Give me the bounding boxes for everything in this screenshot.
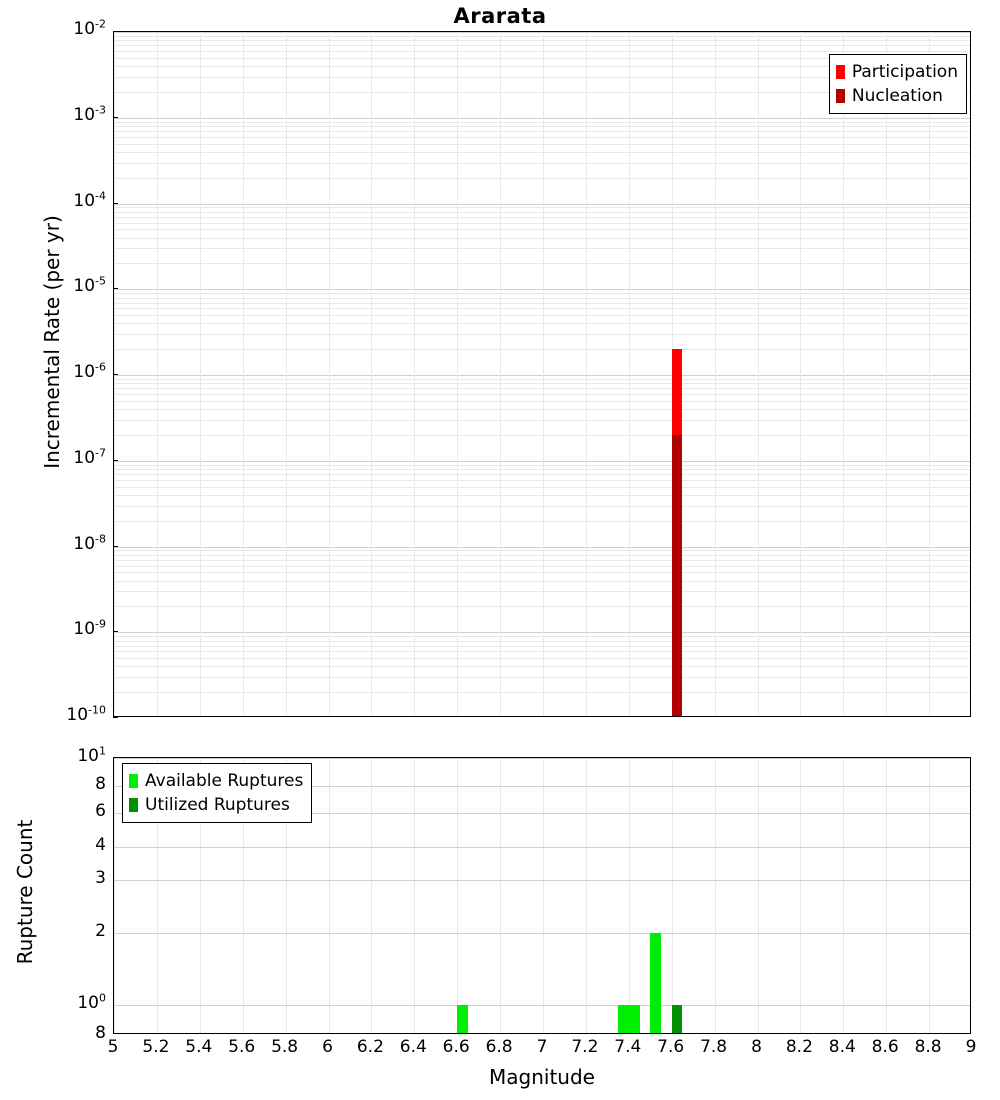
gridline [114, 1005, 970, 1006]
x-tick-label: 7.6 [657, 1037, 685, 1057]
y-tick-label: 6 [95, 801, 106, 822]
y-tick-label: $10^{-7}$ [73, 446, 106, 468]
gridline [629, 32, 630, 716]
y-tick-label: $10^{-3}$ [73, 103, 106, 125]
x-tick-label: 8 [751, 1037, 762, 1057]
x-tick-label: 8.6 [871, 1037, 899, 1057]
gridline [586, 758, 587, 1033]
x-tick-label: 8.8 [914, 1037, 942, 1057]
bar-available-ruptures [618, 1005, 629, 1034]
y-tick-label: $10^1$ [77, 744, 106, 766]
gridline [929, 758, 930, 1033]
y-tick-mark [113, 203, 118, 204]
x-tick-label: 8.2 [785, 1037, 813, 1057]
x-tick-label: 7.2 [571, 1037, 599, 1057]
gridline [715, 758, 716, 1033]
x-tick-label: 5.4 [185, 1037, 213, 1057]
y-tick-label: 8 [95, 773, 106, 794]
gridline [886, 32, 887, 716]
gridline [543, 758, 544, 1033]
bar-available-ruptures [629, 1005, 640, 1034]
gridline [457, 758, 458, 1033]
y-tick-mark [113, 31, 118, 32]
gridline [929, 32, 930, 716]
y-tick-label: 8 [95, 1023, 106, 1043]
x-tick-label: 5 [107, 1037, 119, 1057]
y-tick-label: $10^{-9}$ [73, 617, 106, 640]
gridline [758, 32, 759, 716]
legend-ruptures [122, 763, 312, 823]
gridline [543, 32, 544, 716]
bar-nucleation [672, 435, 683, 717]
rupture-count-plot [113, 757, 971, 1034]
gridline [758, 758, 759, 1033]
gridline [586, 32, 587, 716]
bar-available-ruptures [650, 933, 661, 1035]
gridline [286, 32, 287, 716]
gridline [800, 32, 801, 716]
gridline [414, 758, 415, 1033]
gridline [114, 758, 970, 759]
y-tick-label: $10^{-4}$ [73, 188, 106, 211]
x-tick-label: 5.2 [142, 1037, 170, 1057]
gridline [843, 32, 844, 716]
gridline [715, 32, 716, 716]
x-tick-label: 5.6 [228, 1037, 256, 1057]
gridline [114, 880, 970, 881]
legend-swatch [129, 774, 138, 788]
x-tick-label: 8.4 [828, 1037, 856, 1057]
x-tick-label: 5.8 [271, 1037, 299, 1057]
x-tick-label: 7 [536, 1037, 548, 1057]
gridline [414, 32, 415, 716]
x-tick-label: 6.4 [399, 1037, 427, 1057]
legend-label: Nucleation [851, 86, 943, 106]
gridline [114, 847, 970, 848]
x-tick-label: 6.2 [356, 1037, 384, 1057]
y-tick-label: 4 [95, 834, 106, 855]
x-tick-label: 7.8 [700, 1037, 728, 1057]
gridline [157, 32, 158, 716]
y-tick-label: 2 [95, 920, 106, 941]
gridline [886, 758, 887, 1033]
gridline [329, 758, 330, 1033]
legend-swatch [129, 798, 138, 812]
x-tick-label: 9 [965, 1037, 977, 1057]
x-tick-label: 7.4 [614, 1037, 642, 1057]
incremental-rate-plot [113, 31, 971, 717]
gridline [200, 32, 201, 716]
gridline [500, 32, 501, 716]
legend-item [836, 84, 958, 108]
y-tick-mark [113, 631, 118, 632]
y-tick-mark [113, 460, 118, 461]
legend-swatch [836, 65, 845, 79]
legend-label: Participation [851, 62, 958, 82]
y-tick-mark [113, 117, 118, 118]
gridline [800, 758, 801, 1033]
legend-label: Utilized Ruptures [145, 795, 290, 815]
gridline [371, 32, 372, 716]
bar-utilized-ruptures [672, 1005, 683, 1034]
y-tick-mark [113, 374, 118, 375]
legend-item [129, 793, 303, 817]
gridline [329, 32, 330, 716]
legend-label: Available Ruptures [145, 771, 304, 791]
y-tick-mark [113, 288, 118, 289]
x-axis-label: Magnitude [489, 1065, 595, 1089]
y-axis-label-bottom: Rupture Count [13, 819, 37, 965]
y-tick-label: $10^{-6}$ [73, 360, 106, 382]
gridline [371, 758, 372, 1033]
x-tick-label: 6.6 [442, 1037, 470, 1057]
page-title: Ararata [453, 4, 547, 28]
legend-swatch [836, 89, 845, 103]
gridline [243, 32, 244, 716]
bar-available-ruptures [457, 1005, 468, 1034]
gridline [843, 758, 844, 1033]
gridline [114, 933, 970, 934]
gridline [672, 758, 673, 1033]
y-tick-label: $10^0$ [77, 990, 106, 1013]
y-tick-mark [113, 546, 118, 547]
y-tick-label: $10^{-10}$ [66, 703, 106, 725]
gridline [629, 758, 630, 1033]
gridline [500, 758, 501, 1033]
legend-item [129, 769, 303, 793]
y-tick-label: $10^{-2}$ [73, 17, 106, 39]
gridline [457, 32, 458, 716]
y-tick-label: $10^{-5}$ [73, 274, 106, 297]
y-tick-label: 3 [95, 867, 106, 888]
x-tick-label: 6.8 [485, 1037, 513, 1057]
y-tick-mark [113, 717, 118, 718]
y-tick-label: $10^{-8}$ [73, 531, 106, 554]
x-tick-label: 6 [322, 1037, 333, 1057]
gridline [114, 758, 115, 1033]
legend-item [836, 60, 958, 84]
y-axis-label-top: Incremental Rate (per yr) [40, 215, 64, 469]
legend-participation-nucleation [829, 54, 967, 114]
